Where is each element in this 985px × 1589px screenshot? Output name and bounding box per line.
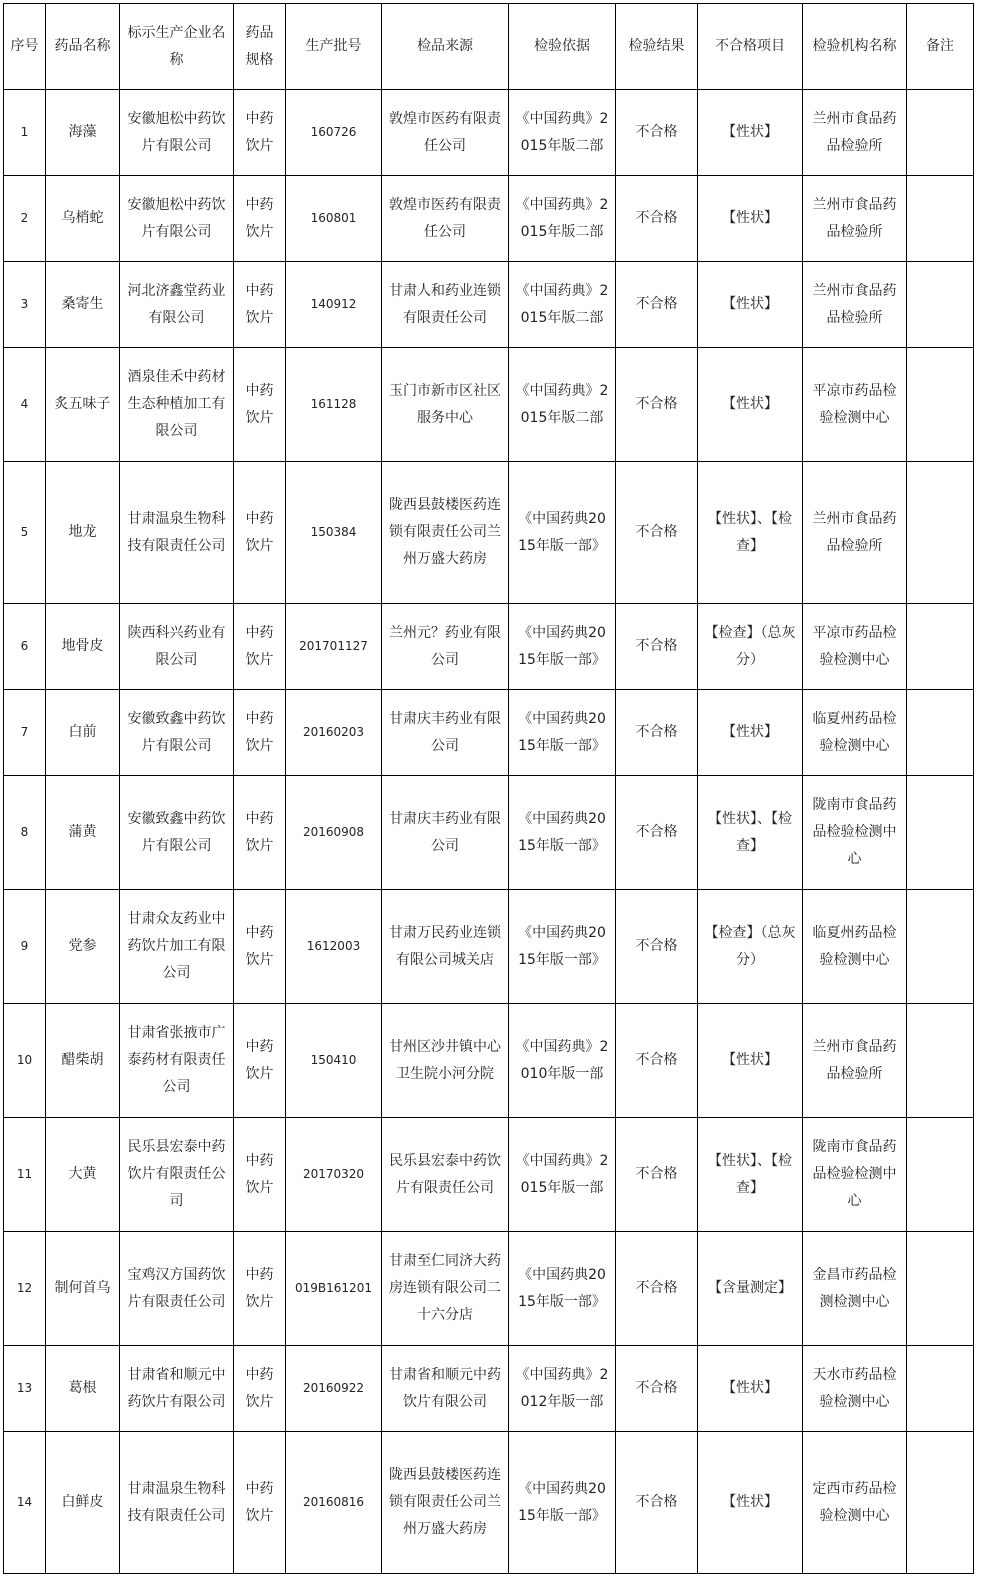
batch-number-cell: 019B161201 [286, 1232, 382, 1346]
manufacturer-cell: 安徽旭松中药饮片有限公司 [120, 90, 234, 176]
failed-item-cell: 【性状】 [698, 90, 803, 176]
remark-cell [907, 1232, 974, 1346]
row-number-cell: 5 [4, 462, 46, 604]
drug-name-cell: 乌梢蛇 [46, 176, 120, 262]
sample-source-cell: 兰州元？药业有限公司 [382, 604, 509, 690]
sample-source-cell: 玉门市新市区社区服务中心 [382, 348, 509, 462]
inspection-agency-cell: 兰州市食品药品检验所 [803, 462, 907, 604]
inspection-basis-cell: 《中国药典2015年版一部》 [509, 776, 616, 890]
manufacturer-cell: 酒泉佳禾中药材生态种植加工有限公司 [120, 348, 234, 462]
specification-cell: 中药饮片 [234, 1432, 286, 1574]
row-number-cell: 11 [4, 1118, 46, 1232]
inspection-result-cell: 不合格 [616, 1432, 698, 1574]
inspection-basis-cell: 《中国药典》2010年版一部 [509, 1004, 616, 1118]
sample-source-cell: 甘肃至仁同济大药房连锁有限公司二十六分店 [382, 1232, 509, 1346]
inspection-result-cell: 不合格 [616, 90, 698, 176]
inspection-result-cell: 不合格 [616, 348, 698, 462]
manufacturer-cell: 甘肃众友药业中药饮片加工有限公司 [120, 890, 234, 1004]
batch-number-cell: 150410 [286, 1004, 382, 1118]
sample-source-cell: 敦煌市医药有限责任公司 [382, 176, 509, 262]
manufacturer-cell: 安徽致鑫中药饮片有限公司 [120, 776, 234, 890]
sample-source-cell: 敦煌市医药有限责任公司 [382, 90, 509, 176]
specification-cell: 中药饮片 [234, 462, 286, 604]
batch-number-cell: 160726 [286, 90, 382, 176]
table-row [4, 690, 974, 776]
inspection-basis-cell: 《中国药典》2015年版二部 [509, 90, 616, 176]
drug-name-cell: 炙五味子 [46, 348, 120, 462]
column-header: 检验机构名称 [803, 4, 907, 90]
manufacturer-cell: 宝鸡汉方国药饮片有限责任公司 [120, 1232, 234, 1346]
remark-cell [907, 776, 974, 890]
sample-source-cell: 民乐县宏泰中药饮片有限责任公司 [382, 1118, 509, 1232]
inspection-basis-cell: 《中国药典2015年版一部》 [509, 604, 616, 690]
manufacturer-cell: 民乐县宏泰中药饮片有限责任公司 [120, 1118, 234, 1232]
table-row [4, 1004, 974, 1118]
inspection-result-cell: 不合格 [616, 1346, 698, 1432]
sample-source-cell: 甘肃省和顺元中药饮片有限公司 [382, 1346, 509, 1432]
manufacturer-cell: 甘肃温泉生物科技有限责任公司 [120, 462, 234, 604]
table-row [4, 90, 974, 176]
inspection-agency-cell: 兰州市食品药品检验所 [803, 262, 907, 348]
batch-number-cell: 20160908 [286, 776, 382, 890]
manufacturer-cell: 安徽致鑫中药饮片有限公司 [120, 690, 234, 776]
row-number-cell: 9 [4, 890, 46, 1004]
inspection-basis-cell: 《中国药典》2015年版一部 [509, 1118, 616, 1232]
batch-number-cell: 201701127 [286, 604, 382, 690]
manufacturer-cell: 陕西科兴药业有限公司 [120, 604, 234, 690]
batch-number-cell: 150384 [286, 462, 382, 604]
failed-item-cell: 【性状】 [698, 348, 803, 462]
manufacturer-cell: 甘肃温泉生物科技有限责任公司 [120, 1432, 234, 1574]
drug-name-cell: 地骨皮 [46, 604, 120, 690]
table-header-row [4, 4, 974, 90]
specification-cell: 中药饮片 [234, 1232, 286, 1346]
drug-name-cell: 白前 [46, 690, 120, 776]
remark-cell [907, 90, 974, 176]
drug-name-cell: 葛根 [46, 1346, 120, 1432]
specification-cell: 中药饮片 [234, 1004, 286, 1118]
failed-item-cell: 【含量测定】 [698, 1232, 803, 1346]
failed-item-cell: 【性状】、【检查】 [698, 462, 803, 604]
specification-cell: 中药饮片 [234, 176, 286, 262]
column-header: 检品来源 [382, 4, 509, 90]
specification-cell: 中药饮片 [234, 690, 286, 776]
drug-name-cell: 醋柴胡 [46, 1004, 120, 1118]
sample-source-cell: 陇西县鼓楼医药连锁有限责任公司兰州万盛大药房 [382, 462, 509, 604]
failed-item-cell: 【性状】、【检查】 [698, 776, 803, 890]
table-row [4, 776, 974, 890]
specification-cell: 中药饮片 [234, 1346, 286, 1432]
batch-number-cell: 161128 [286, 348, 382, 462]
row-number-cell: 2 [4, 176, 46, 262]
column-header: 序号 [4, 4, 46, 90]
remark-cell [907, 462, 974, 604]
row-number-cell: 1 [4, 90, 46, 176]
remark-cell [907, 176, 974, 262]
inspection-result-cell: 不合格 [616, 690, 698, 776]
failed-item-cell: 【检查】（总灰分） [698, 604, 803, 690]
batch-number-cell: 20170320 [286, 1118, 382, 1232]
sample-source-cell: 甘肃庆丰药业有限公司 [382, 690, 509, 776]
failed-item-cell: 【检查】（总灰分） [698, 890, 803, 1004]
column-header: 药品名称 [46, 4, 120, 90]
batch-number-cell: 1612003 [286, 890, 382, 1004]
table-body [4, 90, 974, 1574]
inspection-result-cell: 不合格 [616, 604, 698, 690]
drug-name-cell: 党参 [46, 890, 120, 1004]
inspection-result-cell: 不合格 [616, 176, 698, 262]
specification-cell: 中药饮片 [234, 90, 286, 176]
manufacturer-cell: 甘肃省张掖市广泰药材有限责任公司 [120, 1004, 234, 1118]
inspection-basis-cell: 《中国药典2015年版一部》 [509, 1432, 616, 1574]
remark-cell [907, 1346, 974, 1432]
remark-cell [907, 262, 974, 348]
row-number-cell: 14 [4, 1432, 46, 1574]
batch-number-cell: 20160816 [286, 1432, 382, 1574]
sample-source-cell: 甘州区沙井镇中心卫生院小河分院 [382, 1004, 509, 1118]
remark-cell [907, 604, 974, 690]
manufacturer-cell: 甘肃省和顺元中药饮片有限公司 [120, 1346, 234, 1432]
row-number-cell: 8 [4, 776, 46, 890]
table-row [4, 890, 974, 1004]
batch-number-cell: 160801 [286, 176, 382, 262]
inspection-result-cell: 不合格 [616, 262, 698, 348]
drug-name-cell: 白鲜皮 [46, 1432, 120, 1574]
inspection-basis-cell: 《中国药典2015年版一部》 [509, 462, 616, 604]
inspection-agency-cell: 定西市药品检验检测中心 [803, 1432, 907, 1574]
failed-item-cell: 【性状】 [698, 1346, 803, 1432]
table-row [4, 262, 974, 348]
specification-cell: 中药饮片 [234, 262, 286, 348]
sample-source-cell: 甘肃万民药业连锁有限公司城关店 [382, 890, 509, 1004]
specification-cell: 中药饮片 [234, 604, 286, 690]
column-header: 检验结果 [616, 4, 698, 90]
column-header: 标示生产企业名称 [120, 4, 234, 90]
row-number-cell: 7 [4, 690, 46, 776]
failed-item-cell: 【性状】 [698, 690, 803, 776]
inspection-basis-cell: 《中国药典2015年版一部》 [509, 690, 616, 776]
failed-item-cell: 【性状】 [698, 262, 803, 348]
column-header: 生产批号 [286, 4, 382, 90]
remark-cell [907, 1004, 974, 1118]
table-row [4, 348, 974, 462]
table-row [4, 1232, 974, 1346]
remark-cell [907, 1432, 974, 1574]
row-number-cell: 4 [4, 348, 46, 462]
row-number-cell: 10 [4, 1004, 46, 1118]
inspection-basis-cell: 《中国药典》2015年版二部 [509, 348, 616, 462]
remark-cell [907, 1118, 974, 1232]
inspection-result-cell: 不合格 [616, 1118, 698, 1232]
inspection-agency-cell: 金昌市药品检测检测中心 [803, 1232, 907, 1346]
table-row [4, 1346, 974, 1432]
inspection-result-cell: 不合格 [616, 890, 698, 1004]
inspection-agency-cell: 兰州市食品药品检验所 [803, 176, 907, 262]
inspection-agency-cell: 陇南市食品药品检验检测中心 [803, 1118, 907, 1232]
inspection-agency-cell: 天水市药品检验检测中心 [803, 1346, 907, 1432]
failed-item-cell: 【性状】、【检查】 [698, 1118, 803, 1232]
drug-name-cell: 蒲黄 [46, 776, 120, 890]
remark-cell [907, 690, 974, 776]
batch-number-cell: 20160203 [286, 690, 382, 776]
row-number-cell: 6 [4, 604, 46, 690]
sample-source-cell: 甘肃人和药业连锁有限责任公司 [382, 262, 509, 348]
failed-item-cell: 【性状】 [698, 1004, 803, 1118]
failed-item-cell: 【性状】 [698, 176, 803, 262]
specification-cell: 中药饮片 [234, 890, 286, 1004]
inspection-agency-cell: 陇南市食品药品检验检测中心 [803, 776, 907, 890]
specification-cell: 中药饮片 [234, 776, 286, 890]
manufacturer-cell: 河北济鑫堂药业有限公司 [120, 262, 234, 348]
sample-source-cell: 甘肃庆丰药业有限公司 [382, 776, 509, 890]
drug-name-cell: 大黄 [46, 1118, 120, 1232]
inspection-result-cell: 不合格 [616, 1232, 698, 1346]
table-row [4, 604, 974, 690]
inspection-basis-cell: 《中国药典2015年版一部》 [509, 1232, 616, 1346]
row-number-cell: 12 [4, 1232, 46, 1346]
table-row [4, 176, 974, 262]
inspection-agency-cell: 兰州市食品药品检验所 [803, 90, 907, 176]
column-header: 备注 [907, 4, 974, 90]
remark-cell [907, 890, 974, 1004]
inspection-agency-cell: 平凉市药品检验检测中心 [803, 348, 907, 462]
inspection-results-table [3, 3, 974, 1574]
row-number-cell: 13 [4, 1346, 46, 1432]
batch-number-cell: 140912 [286, 262, 382, 348]
table-row [4, 1432, 974, 1574]
drug-name-cell: 海藻 [46, 90, 120, 176]
drug-name-cell: 地龙 [46, 462, 120, 604]
manufacturer-cell: 安徽旭松中药饮片有限公司 [120, 176, 234, 262]
table-row [4, 1118, 974, 1232]
inspection-result-cell: 不合格 [616, 776, 698, 890]
row-number-cell: 3 [4, 262, 46, 348]
specification-cell: 中药饮片 [234, 1118, 286, 1232]
remark-cell [907, 348, 974, 462]
table-row [4, 462, 974, 604]
batch-number-cell: 20160922 [286, 1346, 382, 1432]
inspection-result-cell: 不合格 [616, 462, 698, 604]
inspection-agency-cell: 兰州市食品药品检验所 [803, 1004, 907, 1118]
inspection-basis-cell: 《中国药典》2012年版一部 [509, 1346, 616, 1432]
inspection-agency-cell: 平凉市药品检验检测中心 [803, 604, 907, 690]
column-header: 检验依据 [509, 4, 616, 90]
failed-item-cell: 【性状】 [698, 1432, 803, 1574]
inspection-agency-cell: 临夏州药品检验检测中心 [803, 890, 907, 1004]
inspection-basis-cell: 《中国药典》2015年版二部 [509, 262, 616, 348]
drug-name-cell: 桑寄生 [46, 262, 120, 348]
inspection-basis-cell: 《中国药典2015年版一部》 [509, 890, 616, 1004]
drug-name-cell: 制何首乌 [46, 1232, 120, 1346]
inspection-result-cell: 不合格 [616, 1004, 698, 1118]
column-header: 不合格项目 [698, 4, 803, 90]
inspection-agency-cell: 临夏州药品检验检测中心 [803, 690, 907, 776]
sample-source-cell: 陇西县鼓楼医药连锁有限责任公司兰州万盛大药房 [382, 1432, 509, 1574]
inspection-basis-cell: 《中国药典》2015年版二部 [509, 176, 616, 262]
specification-cell: 中药饮片 [234, 348, 286, 462]
column-header: 药品规格 [234, 4, 286, 90]
